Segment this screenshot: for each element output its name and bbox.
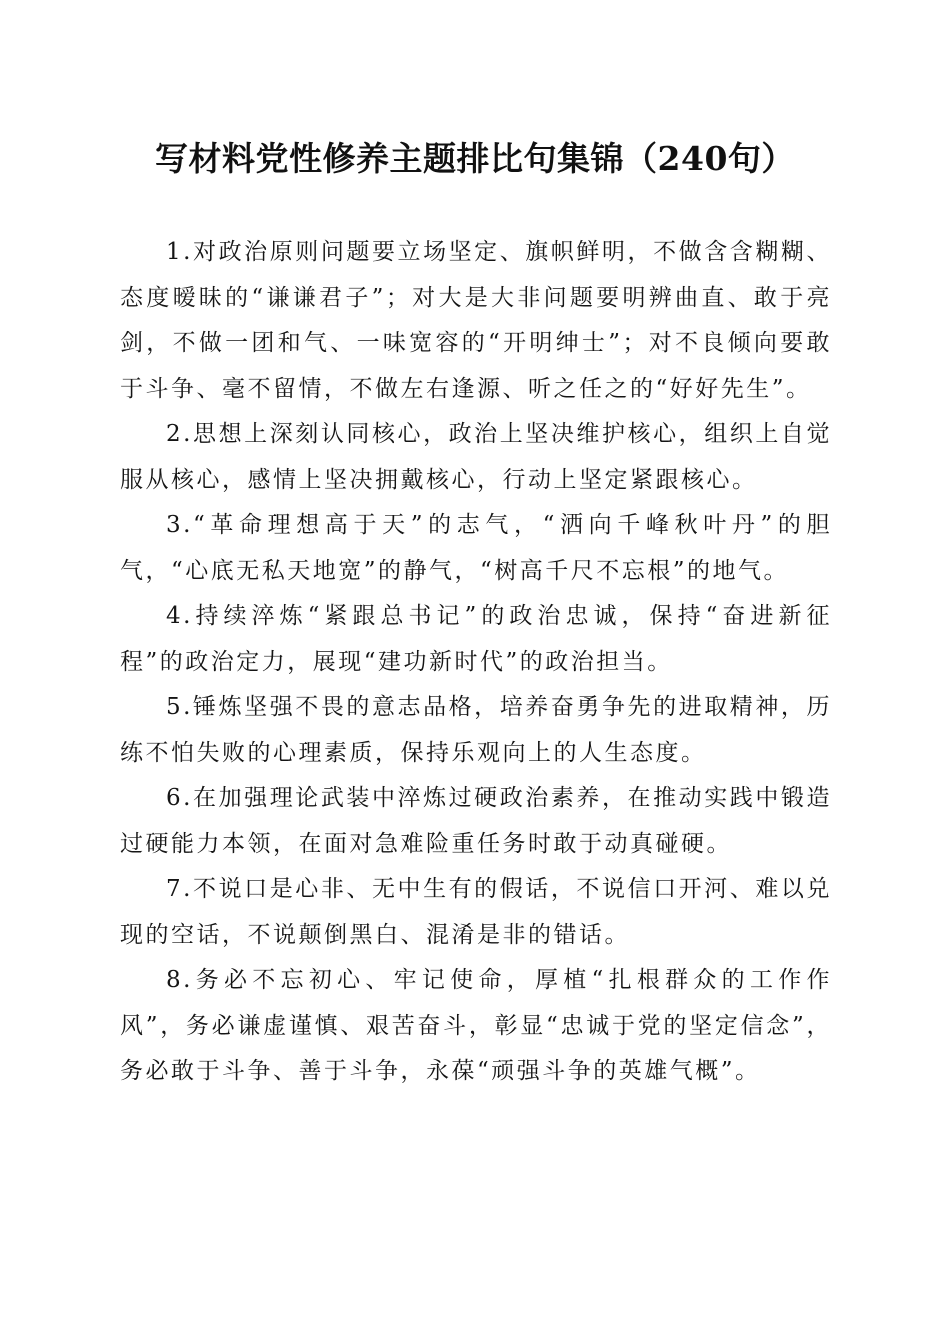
paragraph-3: 3.“革命理想高于天”的志气，“洒向千峰秋叶丹”的胆气，“心底无私天地宽”的静气，“树高千尺不忘根”的地气。 — [120, 512, 832, 584]
paragraph-1: 1.对政治原则问题要立场坚定、旗帜鲜明，不做含含糊糊、态度暧昧的“谦谦君子”；对大是大非问题要明辨曲直、敢于亮剑，不做一团和气、一味宽容的“开明绅士”；对不良倾向要敢于斗争、毫不留情，不做左右逢源、听之任之的“好好先生”。 — [120, 239, 832, 402]
paragraph-6: 6.在加强理论武装中淬炼过硬政治素养，在推动实践中锻造过硬能力本领，在面对急难险重任务时敢于动真碰硬。 — [120, 785, 832, 857]
paragraph-2: 2.思想上深刻认同核心，政治上坚决维护核心，组织上自觉服从核心，感情上坚决拥戴核心，行动上坚定紧跟核心。 — [120, 421, 832, 493]
paragraph-5: 5.锤炼坚强不畏的意志品格，培养奋勇争先的进取精神，历练不怕失败的心理素质，保持乐观向上的人生态度。 — [120, 694, 832, 766]
paragraph-7: 7.不说口是心非、无中生有的假话，不说信口开河、难以兑现的空话，不说颠倒黑白、混淆是非的错话。 — [120, 876, 832, 948]
document-body — [120, 230, 832, 1095]
paragraph-8: 8.务必不忘初心、牢记使命，厚植“扎根群众的工作作风”，务必谦虚谨慎、艰苦奋斗，彰显“忠诚于党的坚定信念”，务必敢于斗争、善于斗争，永葆“顽强斗争的英雄气概”。 — [120, 967, 832, 1084]
document-title: 写材料党性修养主题排比句集锦（240句） — [155, 139, 795, 178]
paragraph-4: 4.持续淬炼“紧跟总书记”的政治忠诚，保持“奋进新征程”的政治定力，展现“建功新时代”的政治担当。 — [120, 603, 832, 675]
